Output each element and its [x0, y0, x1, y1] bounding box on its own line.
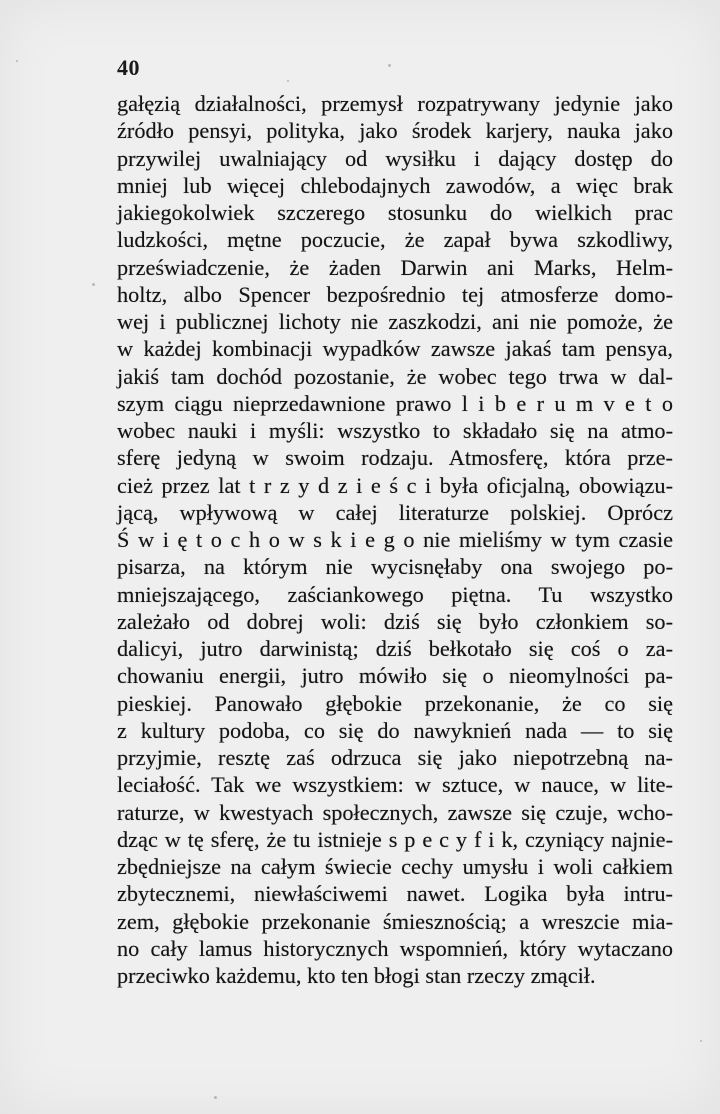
text-line: gałęzią działalności, przemysł rozpatrywany jedynie jako — [117, 91, 673, 116]
text-line: dząc w tę sferę, że tu istnieje s p e c y f i k, czyniący najnie- — [117, 826, 673, 852]
text-line: ludzkości, mętne poczucie, że zapał bywa szkodliwy, — [117, 227, 673, 253]
text-line: z kultury podoba, co się do nawyknień nada — to się — [117, 717, 673, 743]
text-line: mniejszającego, zaściankowego piętna. Tu wszystko — [117, 581, 673, 607]
text-line: źródło pensyi, polityka, jako środek karjery, nauka jako — [117, 118, 673, 144]
text-line: wej i publicznej lichoty nie zaszkodzi, ani nie pomoże, że — [117, 309, 673, 334]
text-line: zem, głębokie przekonanie śmiesznością; a wreszcie mia- — [117, 908, 673, 934]
text-line: dalicyi, jutro darwinistą; dziś bełkotało się coś o za- — [117, 636, 673, 661]
text-line: jakiegokolwiek szczerego stosunku do wielkich prac — [117, 200, 673, 225]
paper-speck — [92, 283, 95, 286]
text-line: w każdej kombinacji wypadków zawsze jakaś tam pensya, — [117, 336, 673, 362]
text-line: jącą, wpływową w całej literaturze polskiej. Oprócz — [117, 499, 673, 525]
text-line: jakiś tam dochód pozostanie, że wobec tego trwa w dal- — [117, 363, 673, 389]
paper-speck — [388, 64, 391, 67]
text-line: cież przez lat t r z y d z i e ś c i była oficjalną, obowiązu- — [117, 472, 673, 498]
text-line: przyjmie, resztę zaś odrzuca się jako niepotrzebną na- — [117, 745, 673, 770]
text-line: holtz, albo Spencer bezpośrednio tej atmosferze domo- — [117, 281, 673, 307]
text-line: leciałość. Tak we wszystkiem: w sztuce, w nauce, w lite- — [117, 772, 673, 798]
text-line: zbędniejsze na całym świecie cechy umysłu i woli całkiem — [117, 854, 673, 879]
text-line: zbytecznemi, niewłaściwemi nawet. Logika była intru- — [117, 881, 673, 907]
text-line: szym ciągu nieprzedawnione prawo l i b e r u m v e t o — [117, 390, 673, 416]
text-line: zależało od dobrej woli: dziś się było członkiem so- — [117, 608, 673, 634]
text-line: sferę jedyną w swoim rodzaju. Atmosferę, która prze- — [117, 445, 673, 471]
text-line: raturze, w kwestyach społecznych, zawsze się czuje, wcho- — [117, 799, 673, 825]
page-number: 40 — [117, 55, 140, 80]
paper-speck — [287, 80, 289, 82]
text-line: no cały lamus historycznych wspomnień, który wytaczano — [117, 935, 673, 961]
paper-speck — [16, 60, 18, 62]
text-line: przeciwko każdemu, kto ten błogi stan rzeczy zmącił. — [117, 963, 596, 988]
text-line: przywilej uwalniający od wysiłku i dający dostęp do — [117, 145, 673, 171]
text-line: wobec nauki i myśli: wszystko to składało się na atmo- — [117, 418, 673, 443]
text-line: pieskiej. Panowało głębokie przekonanie, że co się — [117, 690, 673, 716]
text-line: przeświadczenie, że żaden Darwin ani Marks, Helm- — [117, 254, 673, 280]
text-line: chowaniu energii, jutro mówiło się o nieomylności pa- — [117, 663, 673, 689]
text-line: pisarza, na którym nie wycisnęłaby ona swojego po- — [117, 554, 673, 580]
paper-speck — [700, 1040, 702, 1042]
paper-speck — [214, 1096, 217, 1099]
text-line: mniej lub więcej chlebodajnych zawodów, a więc brak — [117, 172, 673, 198]
body-text — [117, 90, 673, 989]
text-line: Ś w i ę t o c h o w s k i e g o nie mieliśmy w tym czasie — [117, 527, 673, 552]
